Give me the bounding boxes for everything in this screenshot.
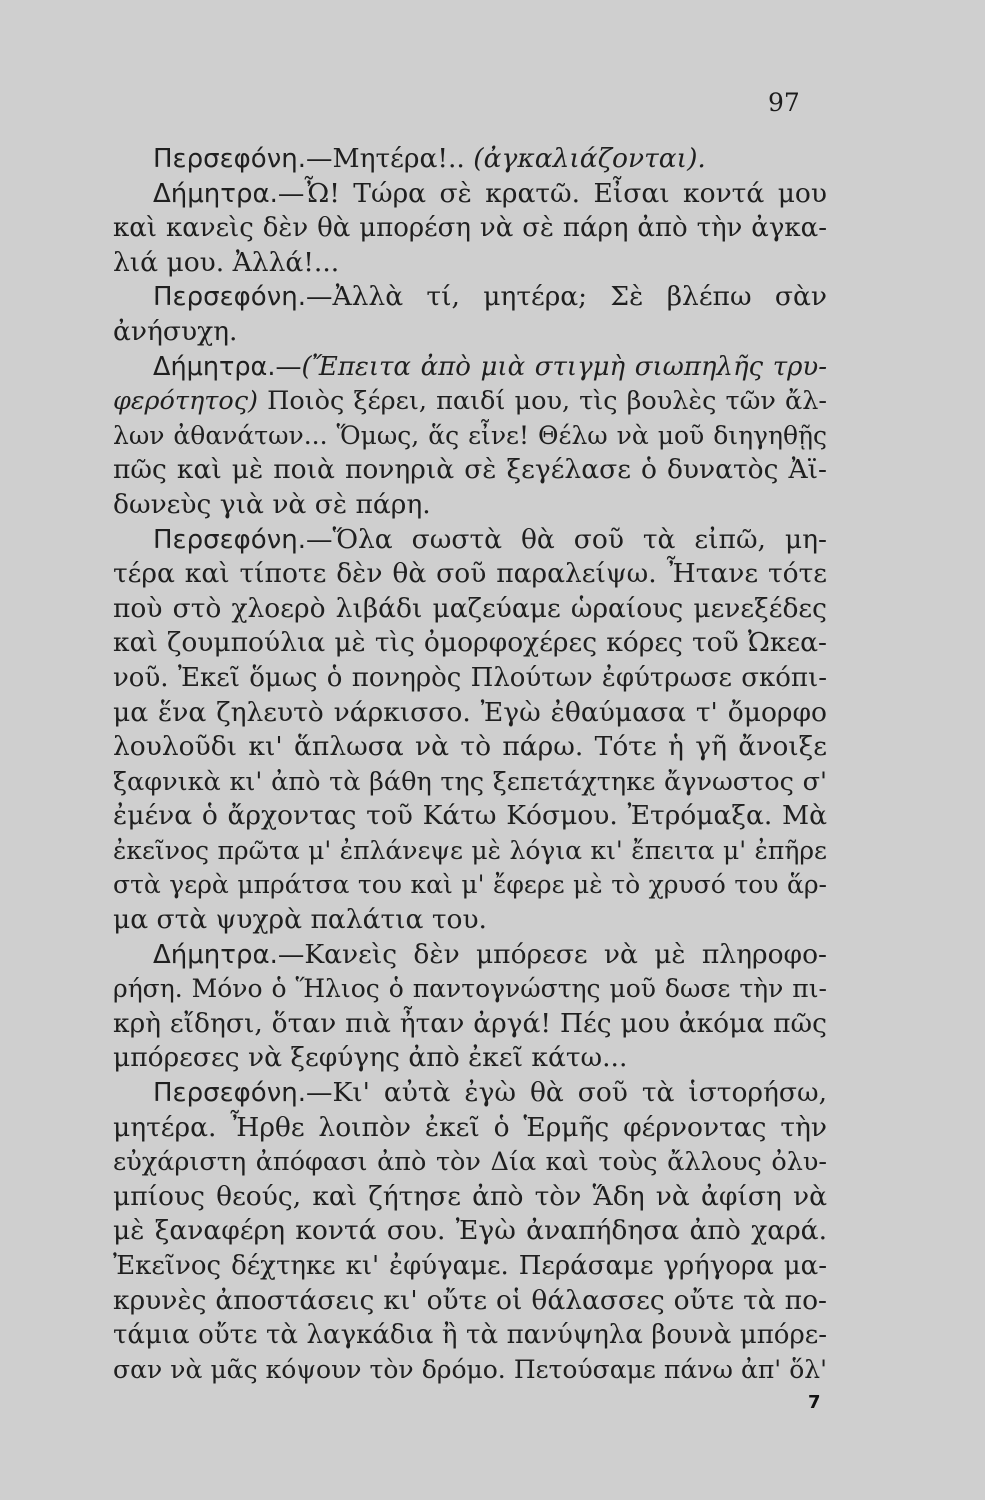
line-text: Ἐκεῖνος δέχτηκε κι' ἐφύγαμε. Περάσαμε γρήγορα μα- [113, 1251, 827, 1281]
text-line [113, 177, 827, 212]
text-line [113, 661, 827, 696]
text-line [113, 523, 827, 558]
text-line [113, 1041, 827, 1076]
line-text: — [275, 351, 302, 382]
line-text: —Κανεὶς δὲν μπόρεσε νὰ μὲ πληροφο- [277, 938, 827, 970]
stage-direction: (ἀγκαλιάζονται). [464, 143, 706, 174]
line-text: ξαφνικὰ κι' ἀπὸ τὰ βάθη της ξεπετάχτηκε ἄγνωστος σ' [113, 766, 827, 797]
text-line [113, 972, 827, 1007]
text-line [113, 1145, 827, 1180]
text-line [113, 142, 827, 177]
text-line [113, 730, 827, 765]
text-line [113, 903, 827, 938]
line-text: —Ὦ! Τώρα σὲ κρατῶ. Εἶσαι κοντά μου [277, 177, 827, 209]
line-text: ρήση. Μόνο ὁ Ἥλιος ὁ παντογνώστης μοῦ δωσε τὴν πι- [113, 974, 827, 1004]
line-text: μπόρεσες νὰ ξεφύγης ἀπὸ ἐκεῖ κάτω... [113, 1042, 628, 1074]
line-text: μητέρα. Ἦρθε λοιπὸν ἐκεῖ ὁ Ἑρμῆς φέρνοντας τὴν [113, 1111, 827, 1143]
line-text: —Μητέρα!.. [305, 143, 465, 174]
line-text: εὐχάριστη ἀπόφασι ἀπὸ τὸν Δία καὶ τοὺς ἄλλους ὀλυ- [113, 1147, 827, 1178]
line-text: ἐμένα ὁ ἄρχοντας τοῦ Κάτω Κόσμου. Ἐτρόμαξα. Μὰ [113, 800, 827, 832]
page-number: 97 [768, 88, 800, 117]
text-line [113, 592, 827, 627]
text-line [113, 1318, 827, 1353]
text-line [113, 868, 827, 903]
line-text: μα ἕνα ζηλευτὸ νάρκισσο. Ἐγὼ ἐθαύμασα τ' ὄμορφο [113, 696, 827, 728]
line-text: λιά μου. Ἀλλά!... [113, 246, 340, 278]
text-line [113, 350, 827, 385]
line-text: —Ὅλα σωστὰ θὰ σοῦ τὰ εἰπῶ, μη- [305, 523, 827, 555]
line-text: τάμια οὔτε τὰ λαγκάδια ἢ τὰ πανύψηλα βουνὰ μπόρε- [113, 1320, 827, 1351]
speaker-name: Περσεφόνη. [153, 524, 306, 555]
line-text: καὶ ζουμπούλια μὲ τὶς ὀμορφοχέρες κόρες τοῦ Ὠκεα- [113, 627, 827, 659]
line-text: κρὴ εἴδησι, ὅταν πιὰ ἦταν ἀργά! Πές μου ἀκόμα πῶς [113, 1007, 827, 1039]
line-text: ἐκεῖνος πρῶτα μ' ἐπλάνεψε μὲ λόγια κι' ἔπειτα μ' ἐπῆρε [113, 835, 827, 865]
text-line [113, 246, 827, 281]
text-line [113, 1180, 827, 1215]
line-text: μπίους θεούς, καὶ ζήτησε ἀπὸ τὸν Ἅδη νὰ ἀφίση νὰ [113, 1180, 827, 1212]
dialogue-text [113, 142, 827, 1387]
text-line [113, 419, 827, 454]
line-text: —Κι' αὐτὰ ἐγὼ θὰ σοῦ τὰ ἱστορήσω, [305, 1077, 827, 1109]
speaker-name: Δήμητρα. [153, 351, 276, 382]
speaker-name: Περσεφόνη. [153, 282, 306, 313]
text-line [113, 799, 827, 834]
text-line [113, 557, 827, 592]
line-text: κρυνὲς ἀποστάσεις κι' οὔτε οἱ θάλασσες οὔτε τὰ πο- [113, 1284, 827, 1316]
text-line [113, 938, 827, 973]
text-line [113, 1111, 827, 1146]
text-line [113, 696, 827, 731]
text-line [113, 1076, 827, 1111]
speaker-name: Δήμητρα. [153, 178, 278, 209]
line-text: σαν νὰ μᾶς κόψουν τὸν δρόμο. Πετούσαμε πάνω ἀπ' ὅλ' [113, 1354, 827, 1384]
text-line [113, 280, 827, 315]
line-text: λων ἀθανάτων... Ὅμως, ἅς εἶνε! Θέλω νὰ μοῦ διηγηθῇς [113, 420, 827, 450]
line-text: νοῦ. Ἐκεῖ ὅμως ὁ πονηρὸς Πλούτων ἐφύτρωσε σκόπι- [113, 662, 827, 693]
line-text: δωνεὺς γιὰ νὰ σὲ πάρη. [113, 488, 431, 520]
text-line [113, 211, 827, 246]
text-line [113, 1214, 827, 1249]
line-text: μα στὰ ψυχρὰ παλάτια του. [113, 904, 487, 936]
text-line [113, 765, 827, 800]
text-line [113, 384, 827, 419]
line-text: ἀνήσυχη. [113, 315, 238, 347]
text-line [113, 1249, 827, 1284]
line-text: Ποιὸς ξέρει, παιδί μου, τὶς βουλὲς τῶν ἄλ- [257, 386, 827, 417]
text-line [113, 488, 827, 523]
line-text: πῶς καὶ μὲ ποιὰ πονηριὰ σὲ ξεγέλασε ὁ δυνατὸς Ἀϊ- [113, 454, 827, 486]
signature-mark: 7 [808, 1392, 821, 1413]
text-line [113, 834, 827, 869]
line-text: στὰ γερὰ μπράτσα του καὶ μ' ἔφερε μὲ τὸ χρυσό του ἅρ- [113, 870, 827, 900]
text-line [113, 315, 827, 350]
speaker-name: Δήμητρα. [153, 939, 278, 970]
line-text: καὶ κανεὶς δὲν θὰ μπορέση νὰ σὲ πάρη ἀπὸ τὴν ἀγκα- [113, 213, 827, 244]
speaker-name: Περσεφόνη. [153, 144, 306, 174]
line-text: μὲ ξαναφέρη κοντά σου. Ἐγὼ ἀναπήδησα ἀπὸ χαρά. [113, 1215, 827, 1247]
text-line [113, 453, 827, 488]
line-text: —Ἀλλὰ τί, μητέρα; Σὲ βλέπω σὰν [305, 281, 827, 313]
line-text: τέρα καὶ τίποτε δὲν θὰ σοῦ παραλείψω. Ἦτανε τότε [113, 558, 827, 590]
text-line [113, 1007, 827, 1042]
text-line [113, 626, 827, 661]
text-line [113, 1353, 827, 1388]
text-line [113, 1284, 827, 1319]
line-text: λουλοῦδι κι' ἅπλωσα νὰ τὸ πάρω. Τότε ἡ γῆ ἄνοιξε [113, 731, 827, 763]
line-text: ποὺ στὸ χλοερὸ λιβάδι μαζεύαμε ὡραίους μενεξέδες [113, 592, 827, 624]
speaker-name: Περσεφόνη. [153, 1078, 306, 1109]
stage-direction: φερότητος) [113, 386, 258, 417]
stage-direction: (Ἔπειτα ἀπὸ μιὰ στιγμὴ σιωπηλῆς τρυ- [301, 351, 827, 382]
